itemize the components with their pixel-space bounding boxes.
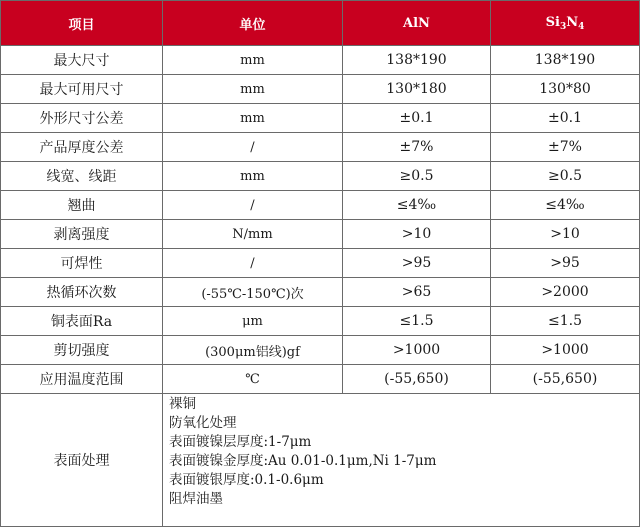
- surface-option: 表面镀镍层厚度:1-7μm: [169, 434, 312, 450]
- cell-si3n4: ±0.1: [491, 104, 640, 133]
- cell-si3n4: 130*80: [491, 75, 640, 104]
- surface-option: 阻焊油墨: [169, 491, 223, 507]
- surface-option: 表面镀镍金厚度:Au 0.01-0.1μm,Ni 1-7μm: [169, 453, 437, 469]
- cell-si3n4: ≤4‰: [491, 191, 640, 220]
- cell-aln: ≤1.5: [343, 307, 491, 336]
- table-row: [1, 162, 640, 191]
- cell-unit: (-55℃-150℃)次: [163, 278, 343, 307]
- surface-row: [1, 394, 640, 527]
- table-row: [1, 46, 640, 75]
- cell-aln: 138*190: [343, 46, 491, 75]
- cell-item: 热循环次数: [1, 278, 163, 307]
- cell-unit: /: [163, 133, 343, 162]
- cell-unit: (300μm铝线)gf: [163, 336, 343, 365]
- cell-si3n4: ≤1.5: [491, 307, 640, 336]
- cell-item: 最大尺寸: [1, 46, 163, 75]
- cell-aln: >65: [343, 278, 491, 307]
- cell-unit: mm: [163, 162, 343, 191]
- cell-item: 线宽、线距: [1, 162, 163, 191]
- cell-unit: /: [163, 249, 343, 278]
- cell-item: 外形尺寸公差: [1, 104, 163, 133]
- cell-si3n4: >95: [491, 249, 640, 278]
- cell-unit: N/mm: [163, 220, 343, 249]
- cell-aln: ±0.1: [343, 104, 491, 133]
- cell-aln: ≥0.5: [343, 162, 491, 191]
- cell-unit: /: [163, 191, 343, 220]
- cell-aln: ±7%: [343, 133, 491, 162]
- cell-aln: 130*180: [343, 75, 491, 104]
- header-si3n4-n: N: [566, 14, 579, 30]
- surface-options: [163, 394, 640, 527]
- header-si3n4-sub1: 3: [559, 21, 567, 32]
- cell-si3n4: >2000: [491, 278, 640, 307]
- header-si3n4: [491, 1, 640, 46]
- table-row: [1, 307, 640, 336]
- cell-unit: μm: [163, 307, 343, 336]
- header-row: [1, 1, 640, 46]
- surface-option: 表面镀银厚度:0.1-0.6μm: [169, 472, 324, 488]
- cell-item: 应用温度范围: [1, 365, 163, 394]
- cell-unit: mm: [163, 75, 343, 104]
- header-unit: 单位: [163, 1, 343, 46]
- table-row: [1, 249, 640, 278]
- cell-unit: mm: [163, 46, 343, 75]
- table-body: [1, 46, 640, 527]
- table-row: [1, 191, 640, 220]
- surface-label: 表面处理: [1, 394, 163, 527]
- cell-si3n4: (-55,650): [491, 365, 640, 394]
- header-si3n4-si: Si: [545, 14, 560, 30]
- cell-aln: >10: [343, 220, 491, 249]
- cell-item: 可焊性: [1, 249, 163, 278]
- cell-si3n4: ±7%: [491, 133, 640, 162]
- cell-unit: mm: [163, 104, 343, 133]
- cell-item: 产品厚度公差: [1, 133, 163, 162]
- cell-item: 翘曲: [1, 191, 163, 220]
- surface-option: 裸铜: [169, 396, 196, 412]
- table-row: [1, 278, 640, 307]
- cell-aln: >95: [343, 249, 491, 278]
- cell-unit: ℃: [163, 365, 343, 394]
- cell-item: 剥离强度: [1, 220, 163, 249]
- cell-item: 铜表面Ra: [1, 307, 163, 336]
- table-row: [1, 104, 640, 133]
- cell-si3n4: 138*190: [491, 46, 640, 75]
- cell-aln: >1000: [343, 336, 491, 365]
- cell-item: 剪切强度: [1, 336, 163, 365]
- header-item: 项目: [1, 1, 163, 46]
- header-aln: AlN: [343, 1, 491, 46]
- table-row: [1, 75, 640, 104]
- table-row: [1, 336, 640, 365]
- cell-si3n4: ≥0.5: [491, 162, 640, 191]
- header-si3n4-sub2: 4: [578, 21, 585, 32]
- table-row: [1, 220, 640, 249]
- table-row: [1, 365, 640, 394]
- table-row: [1, 133, 640, 162]
- cell-si3n4: >1000: [491, 336, 640, 365]
- cell-item: 最大可用尺寸: [1, 75, 163, 104]
- surface-option: 防氧化处理: [169, 415, 237, 431]
- cell-aln: (-55,650): [343, 365, 491, 394]
- cell-si3n4: >10: [491, 220, 640, 249]
- cell-aln: ≤4‰: [343, 191, 491, 220]
